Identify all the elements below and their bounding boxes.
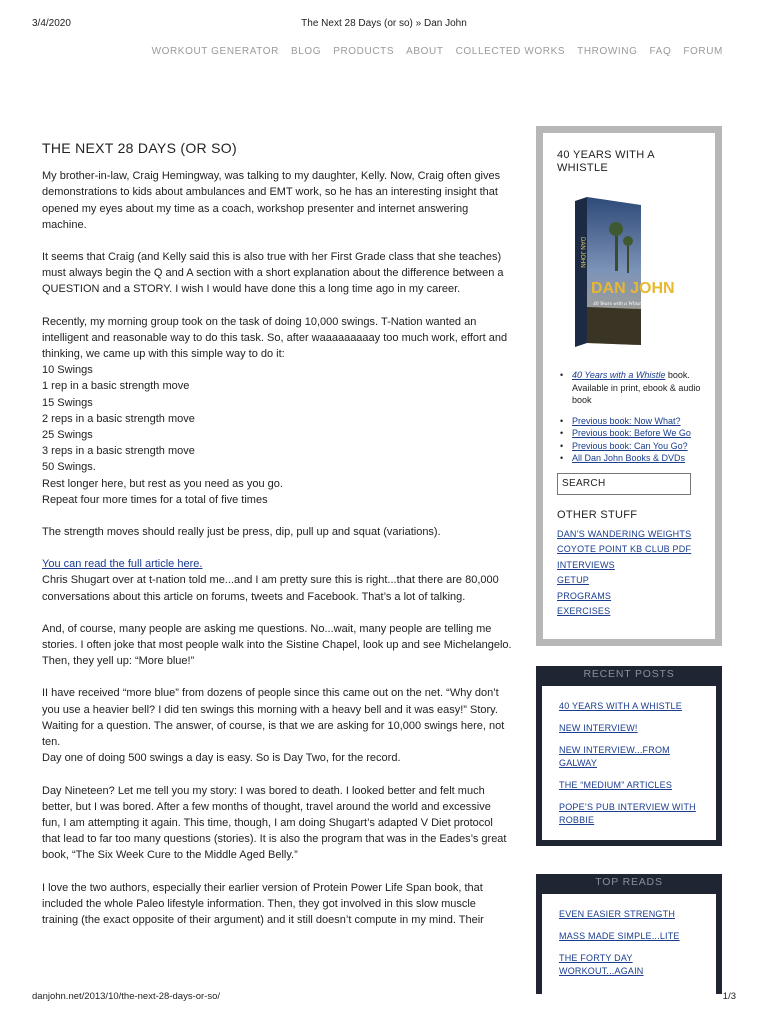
book-cover-image[interactable] bbox=[575, 197, 675, 347]
top-reads-widget bbox=[536, 874, 722, 994]
article-paragraph: My brother-in-law, Craig Hemingway, was talking to my daughter, Kelly. Now, Craig often gives demonstrations to kids about ambulances and EMT work, so he has an interesting insight that opened my eyes about my time as a coach, workshop presenter and internet answering machine. bbox=[42, 170, 501, 231]
program-step: Rest longer here, but rest as you need as you go. bbox=[42, 477, 283, 490]
recent-post-link[interactable]: 40 YEARS WITH A WHISTLE bbox=[559, 701, 682, 711]
list-item bbox=[557, 589, 701, 605]
list-item bbox=[559, 952, 700, 978]
book-cover-author: DAN JOHN bbox=[591, 280, 675, 297]
list-item bbox=[557, 527, 701, 543]
top-read-link[interactable]: EVEN EASIER STRENGTH bbox=[559, 909, 676, 919]
article-title: THE NEXT 28 DAYS (OR SO) bbox=[42, 140, 237, 156]
page-number: 1/3 bbox=[722, 991, 736, 1002]
program-step: 10 Swings bbox=[42, 364, 93, 377]
other-stuff-title: OTHER STUFF bbox=[557, 508, 638, 521]
program-step: 1 rep in a basic strength move bbox=[42, 380, 190, 393]
full-article-link[interactable]: You can read the full article here. bbox=[42, 558, 203, 571]
other-link[interactable]: EXERCISES bbox=[557, 606, 611, 616]
program-step: 15 Swings bbox=[42, 396, 93, 409]
previous-book-link[interactable]: Previous book: Now What? bbox=[572, 415, 681, 426]
other-link[interactable]: GETUP bbox=[557, 575, 590, 585]
list-item bbox=[557, 604, 701, 620]
recent-posts-widget bbox=[536, 666, 722, 846]
list-item bbox=[559, 908, 700, 921]
list-item bbox=[559, 779, 700, 792]
article-text: II have received “more blue” from dozens of people since this came out on the net. “Why don’t you use a heavier bell? I did ten swings this morning with a heavy bell and it was easy!” Story. Waiting for a question. The answer, of course, is that we are asking for 10,000 swings here, not ten. bbox=[42, 687, 505, 749]
book-widget bbox=[536, 126, 722, 646]
program-step: Repeat four more times for a total of five times bbox=[42, 493, 268, 506]
other-link[interactable]: INTERVIEWS bbox=[557, 559, 615, 570]
list-item bbox=[557, 427, 701, 440]
recent-post-link[interactable]: POPE’S PUB INTERVIEW WITH ROBBIE bbox=[559, 802, 696, 825]
list-item bbox=[557, 573, 701, 589]
list-item bbox=[557, 415, 701, 428]
nav-forum[interactable]: FORUM bbox=[683, 46, 723, 57]
all-books-link[interactable]: All Dan John Books & DVDs bbox=[572, 453, 686, 463]
top-reads-title: TOP READS bbox=[536, 874, 722, 894]
article-paragraph: It seems that Craig (and Kelly said this is also true with her First Grade class that she teaches) must always begin the Q and A section with a short explanation about the difference between a QUESTION and a STORY. I wish I would have done this a long time ago in my career. bbox=[42, 251, 504, 296]
nav-collected-works[interactable]: COLLECTED WORKS bbox=[455, 46, 566, 57]
list-item bbox=[559, 744, 700, 770]
book-link-suffix: book. bbox=[665, 370, 690, 380]
list-item bbox=[557, 542, 701, 558]
article-text: Day one of doing 500 swings a day is easy. So is Day Two, for the record. bbox=[42, 752, 401, 765]
nav-blog[interactable]: BLOG bbox=[291, 46, 322, 57]
list-item bbox=[557, 452, 701, 465]
article-paragraph: Day Nineteen? Let me tell you my story: I was bored to death. I looked better and felt much better, but I was bored. After a few months of thought, travel around the world and excessive fun, I am attempting it again. This time, though, I am doing Shugart’s adapted V Diet protocol that lead to far too many questions (stories). It is also the program that was in the Eades’s great book, “The Six Week Cure to the Middle Aged Belly.” bbox=[42, 784, 507, 862]
print-url: danjohn.net/2013/10/the-next-28-days-or-so/ bbox=[32, 991, 221, 1002]
other-link[interactable]: PROGRAMS bbox=[557, 590, 612, 601]
list-item bbox=[559, 930, 700, 943]
previous-book-link[interactable]: Previous book: Can You Go? bbox=[572, 440, 688, 451]
book-info-list bbox=[557, 369, 701, 407]
swing-program bbox=[42, 314, 512, 508]
other-link[interactable]: COYOTE POINT KB CLUB PDF bbox=[557, 544, 692, 554]
book-cover-icon bbox=[575, 197, 675, 347]
top-reads-list bbox=[542, 894, 716, 997]
article bbox=[42, 140, 512, 944]
list-item bbox=[559, 700, 700, 713]
search-input[interactable]: SEARCH bbox=[557, 473, 691, 495]
program-step: 25 Swings bbox=[42, 429, 93, 442]
nav-throwing[interactable]: THROWING bbox=[577, 46, 638, 57]
top-read-link[interactable]: MASS MADE SIMPLE...LITE bbox=[559, 931, 680, 941]
top-read-link[interactable]: THE FORTY DAY WORKOUT...AGAIN bbox=[559, 953, 644, 976]
book-availability: Available in print, ebook & audio book bbox=[572, 382, 701, 405]
previous-book-link[interactable]: Previous book: Before We Go bbox=[572, 428, 691, 438]
list-item bbox=[557, 369, 701, 407]
recent-posts-title: RECENT POSTS bbox=[536, 666, 722, 686]
recent-post-link[interactable]: THE “MEDIUM” ARTICLES bbox=[559, 780, 673, 790]
article-paragraph bbox=[42, 556, 512, 605]
recent-posts-list bbox=[542, 686, 716, 846]
article-text: Chris Shugart over at t-nation told me...and I am pretty sure this is right...that there are 80,000 conversations about this article on forums, tweets and Facebook. That’s a lot of talking. bbox=[42, 574, 499, 603]
program-step: 3 reps in a basic strength move bbox=[42, 445, 195, 458]
nav-workout-generator[interactable]: WORKOUT GENERATOR bbox=[151, 46, 279, 57]
article-paragraph: The strength moves should really just be press, dip, pull up and squat (variations). bbox=[42, 526, 441, 539]
nav-about[interactable]: ABOUT bbox=[406, 46, 444, 57]
recent-post-link[interactable]: NEW INTERVIEW...FROM GALWAY bbox=[559, 745, 670, 768]
list-item bbox=[559, 801, 700, 827]
previous-books-list bbox=[557, 415, 701, 465]
recent-post-link[interactable]: NEW INTERVIEW! bbox=[559, 723, 638, 733]
nav-faq[interactable]: FAQ bbox=[649, 46, 672, 57]
nav-products[interactable]: PRODUCTS bbox=[333, 46, 395, 57]
print-title: The Next 28 Days (or so) » Dan John bbox=[301, 18, 467, 29]
other-stuff-list bbox=[557, 527, 701, 620]
program-intro: Recently, my morning group took on the task of doing 10,000 swings. T-Nation wanted an intelligent and reasonable way to do this task. So, after waaaaaaaaay too much work, effort and thinking, we came up with this simple way to do it: bbox=[42, 315, 508, 361]
article-paragraph: I love the two authors, especially their earlier version of Protein Power Life Span book, that included the whole Paleo lifestyle information. Then, they got involved in this slow muscle training (the exact opposite of their argument) and it still doesn’t compute in my mind. Their bbox=[42, 881, 484, 926]
list-item bbox=[557, 558, 701, 574]
program-step: 50 Swings. bbox=[42, 461, 96, 474]
book-widget-title: 40 YEARS WITH A WHISTLE bbox=[557, 149, 655, 174]
book-cover-title: 40 Years with a Whistle bbox=[593, 301, 645, 307]
book-spine-text: DAN JOHN bbox=[579, 237, 585, 268]
book-link[interactable]: 40 Years with a Whistle bbox=[572, 370, 666, 380]
print-date: 3/4/2020 bbox=[32, 18, 71, 29]
list-item bbox=[557, 440, 701, 453]
other-link[interactable]: DAN’S WANDERING WEIGHTS bbox=[557, 528, 692, 539]
article-paragraph bbox=[42, 685, 512, 766]
print-header bbox=[0, 18, 768, 32]
top-nav bbox=[152, 46, 723, 57]
list-item bbox=[559, 722, 700, 735]
program-step: 2 reps in a basic strength move bbox=[42, 412, 195, 425]
article-paragraph: And, of course, many people are asking me questions. No...wait, many people are telling me stories. I often joke that most people walk into the Sistine Chapel, look up and see Michelangelo. Then, they yell up: “More blue!” bbox=[42, 622, 512, 668]
